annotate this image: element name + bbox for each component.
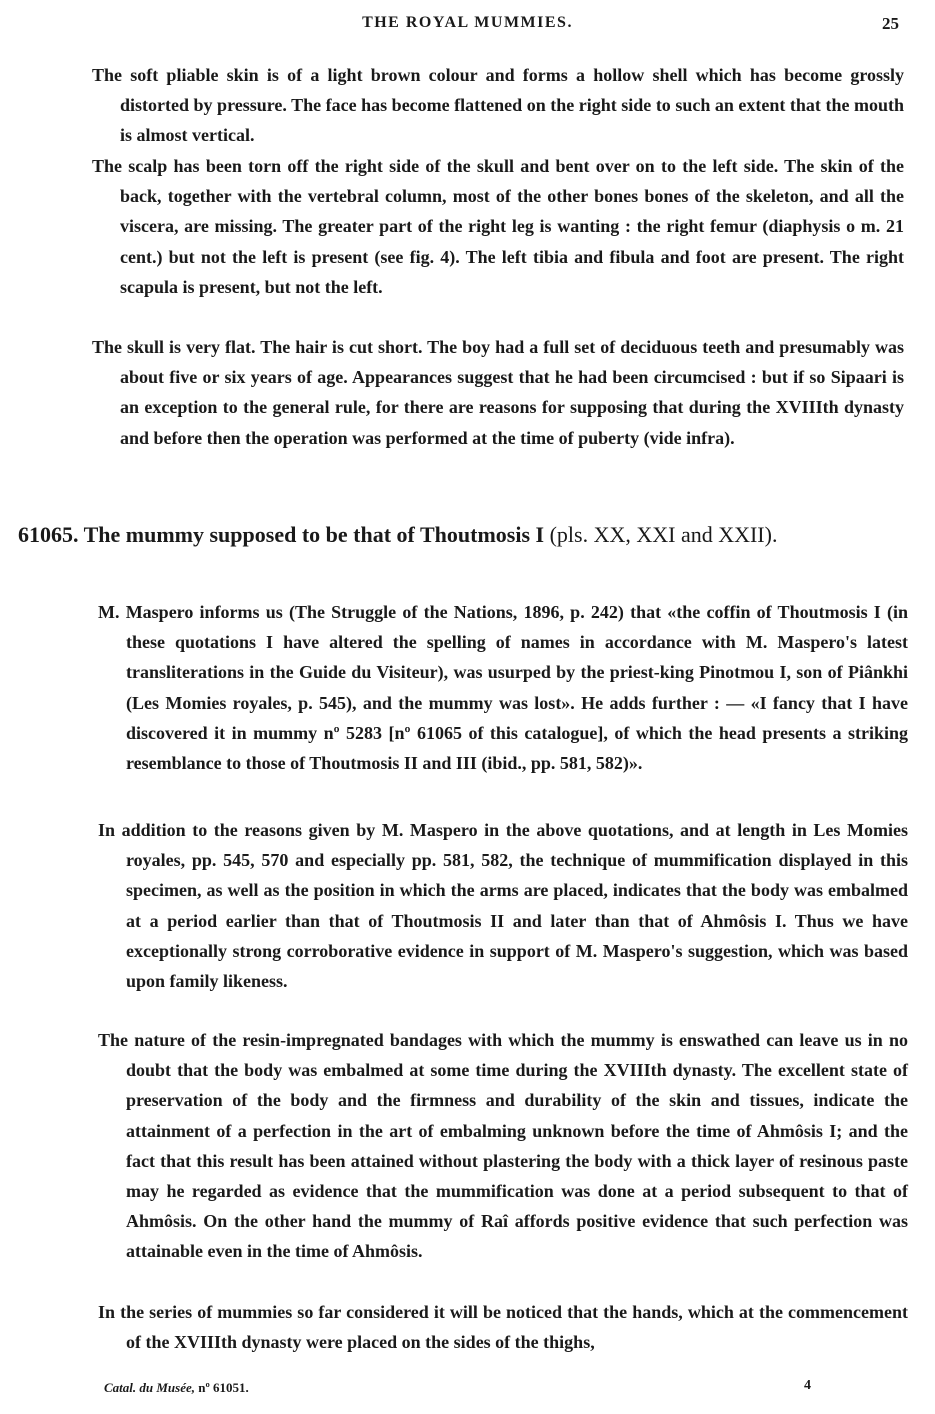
paragraph: In the series of mummies so far considered it will be noticed that the hands, which at the commencement of the XVIIIth dynasty were placed on the sides of the thighs, bbox=[98, 1302, 908, 1353]
signature-line bbox=[104, 1380, 249, 1396]
running-title: THE ROYAL MUMMIES. bbox=[362, 14, 573, 31]
catalogue-entry-heading bbox=[18, 520, 908, 550]
signature-mark: 4 bbox=[804, 1378, 811, 1393]
paragraph: The skull is very flat. The hair is cut short. The boy had a full set of deciduous teeth and presumably was about five or six years of age. Appearances suggest that he had been circumcised : but if so Sipaari is an exception to the general rule, for there are reasons for supposing that during the XVIIIth dynasty and before then the operation was performed at the time of puberty (vide infra). bbox=[92, 337, 904, 448]
paragraph: M. Maspero informs us (The Struggle of the Nations, 1896, p. 242) that «the coffin of Thoutmosis I (in these quotations I have altered the spelling of names in accordance with M. Maspero's latest transliterations in the Guide du Visiteur), was usurped by the priest-king Pinotmou I, son of Piânkhi (Les Momies royales, p. 545), and the mummy was lost». He adds further : — «I fancy that I have discovered it in mummy nº 5283 [nº 61065 of this catalogue], of which the head presents a striking resemblance to those of Thoutmosis II and III (ibid., pp. 581, 582)». bbox=[98, 602, 908, 774]
paragraph: The nature of the resin-impregnated bandages with which the mummy is enswathed can leave us in no doubt that the body was embalmed at some time during the XVIIIth dynasty. The excellent state of preservation of the body and the firmness and durability of the skin and tissues, indicate the attainment of a perfection in the art of embalming unknown before the time of Ahmôsis I; and the fact that this result has been attained without plastering the body with a thick layer of resinous paste may he regarded as evidence that the mummification was done at a period subsequent to that of Ahmôsis. On the other hand the mummy of Raî affords positive evidence that such perfection was attainable even in the time of Ahmôsis. bbox=[98, 1030, 908, 1262]
page-number: 25 bbox=[882, 14, 899, 33]
paragraph: In addition to the reasons given by M. Maspero in the above quotations, and at length in Les Momies royales, pp. 545, 570 and especially pp. 581, 582, the technique of mummification displayed in this specimen, as well as the position in which the arms are placed, indicates that the body was embalmed at a period earlier than that of Thoutmosis II and later than that of Ahmôsis I. Thus we have exceptionally strong corroborative evidence in support of M. Maspero's suggestion, which was based upon family likeness. bbox=[98, 820, 908, 992]
signature-number: nº 61051. bbox=[198, 1380, 249, 1395]
entry-title: The mummy supposed to be that of Thoutmosis I bbox=[83, 522, 545, 547]
paragraph: The scalp has been torn off the right side of the skull and bent over on to the left side. The skin of the back, together with the vertebral column, most of the other bones bones of the skeleton, and all the viscera, are missing. The greater part of the right leg is wanting : the right femur (diaphysis o m. 21 cent.) but not the left is present (see fig. 4). The left tibia and fibula and foot are present. The right scapula is present, but not the left. bbox=[92, 156, 904, 297]
entry-number: 61065. bbox=[18, 522, 79, 547]
paragraph: The soft pliable skin is of a light brown colour and forms a hollow shell which has become grossly distorted by pressure. The face has become flattened on the right side to such an extent that the mouth is almost vertical. bbox=[92, 65, 904, 146]
entry-plates: (pls. XX, XXI and XXII). bbox=[549, 522, 778, 547]
signature-catalogue: Catal. du Musée, bbox=[104, 1380, 196, 1395]
page-header bbox=[0, 14, 935, 40]
